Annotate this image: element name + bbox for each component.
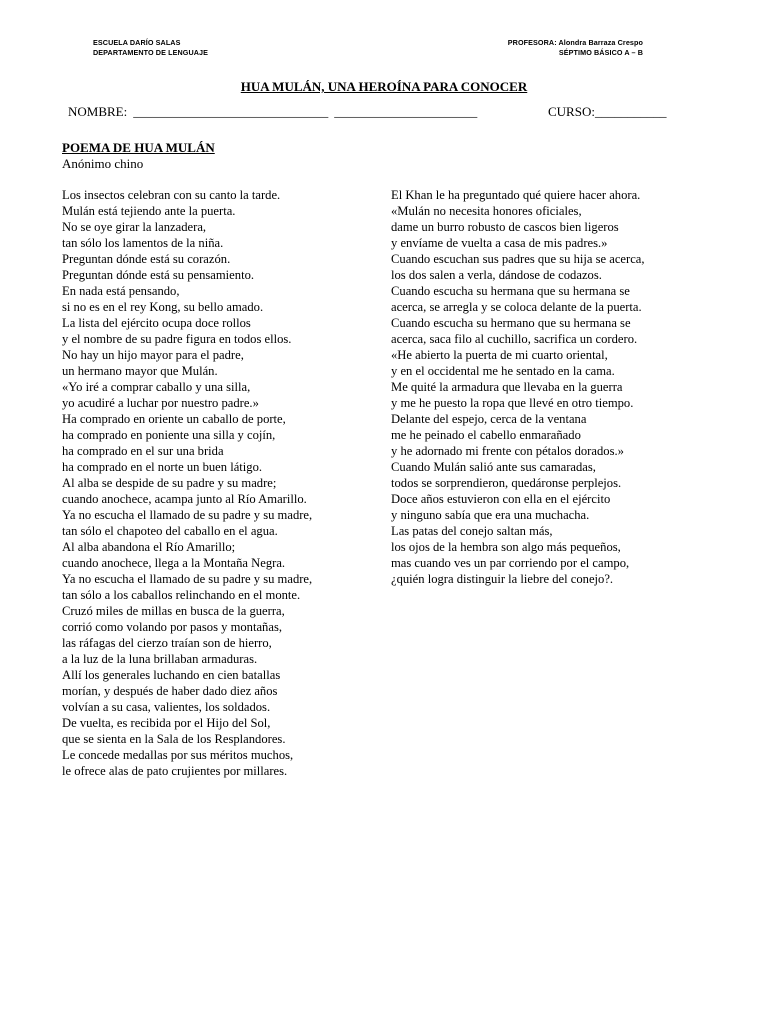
poem-line: los ojos de la hembra son algo más pequeños, — [391, 540, 621, 554]
poem-line: mas cuando ves un par corriendo por el campo, — [391, 556, 630, 570]
teacher-name: PROFESORA: Alondra Barraza Crespo — [507, 38, 643, 47]
poem-line: Allí los generales luchando en cien batallas — [62, 668, 281, 682]
poem-line: y envíame de vuelta a casa de mis padres.» — [391, 236, 608, 250]
poem-line: a la luz de la luna brillaban armaduras. — [62, 652, 258, 666]
course-blank: ___________ — [594, 104, 667, 119]
poem-line: «He abierto la puerta de mi cuarto oriental, — [391, 348, 608, 362]
poem-line: No hay un hijo mayor para el padre, — [62, 348, 244, 362]
poem-line: «Mulán no necesita honores oficiales, — [391, 204, 582, 218]
poem-line: Las patas del conejo saltan más, — [391, 524, 553, 538]
poem-line: Preguntan dónde está su corazón. — [62, 252, 231, 266]
document-title: HUA MULÁN, UNA HEROÍNA PARA CONOCER — [240, 79, 528, 94]
poem-line: corrió como volando por pasos y montañas, — [62, 620, 282, 634]
poem-line: Al alba se despide de su padre y su madre; — [62, 476, 277, 490]
poem-line: las ráfagas del cierzo traían son de hierro, — [62, 636, 272, 650]
poem-line: Cruzó miles de millas en busca de la guerra, — [62, 604, 285, 618]
poem-line: Los insectos celebran con su canto la tarde. — [62, 188, 281, 202]
poem-line: cuando anochece, acampa junto al Río Amarillo. — [62, 492, 307, 506]
poem-line: cuando anochece, llega a la Montaña Negra. — [62, 556, 286, 570]
poem-line: Ya no escucha el llamado de su padre y su madre, — [62, 572, 313, 586]
poem-line: tan sólo los lamentos de la niña. — [62, 236, 224, 250]
grade-label: SÉPTIMO BÁSICO A – B — [558, 48, 643, 57]
poem-line: y me he puesto la ropa que llevé en otro tiempo. — [391, 396, 634, 410]
poem-line: Cuando escuchan sus padres que su hija se acerca, — [391, 252, 645, 266]
poem-line: Cuando Mulán salió ante sus camaradas, — [391, 460, 596, 474]
header-right — [508, 38, 643, 58]
poem-line: tan sólo a los caballos relinchando en el monte. — [62, 588, 301, 602]
poem-line: morían, y después de haber dado diez años — [62, 684, 278, 698]
header-left — [93, 38, 208, 58]
poem-line: me he peinado el cabello enmarañado — [391, 428, 581, 442]
poem-line: ha comprado en poniente una silla y cojín, — [62, 428, 276, 442]
poem-line: tan sólo el chapoteo del caballo en el agua. — [62, 524, 278, 538]
course-label: CURSO: — [548, 104, 595, 119]
poem-line: y ninguno sabía que era una muchacha. — [391, 508, 590, 522]
poem-column-left — [62, 187, 312, 779]
poem-line: Me quité la armadura que llevaba en la guerra — [391, 380, 623, 394]
poem-line: En nada está pensando, — [62, 284, 180, 298]
poem-line: Ya no escucha el llamado de su padre y su madre, — [62, 508, 313, 522]
poem-line: ha comprado en el norte un buen látigo. — [62, 460, 263, 474]
poem-line: Mulán está tejiendo ante la puerta. — [62, 204, 236, 218]
poem-line: todos se sorprendieron, quedáronse perplejos. — [391, 476, 622, 490]
school-name: ESCUELA DARÍO SALAS — [93, 38, 181, 47]
poem-line: «Yo iré a comprar caballo y una silla, — [62, 380, 251, 394]
poem-line: Le concede medallas por sus méritos muchos, — [62, 748, 294, 762]
poem-line: Al alba abandona el Río Amarillo; — [62, 540, 236, 554]
name-blank-1: ______________________________ — [133, 104, 329, 119]
poem-line: y en el occidental me he sentado en la cama. — [391, 364, 615, 378]
department-name: DEPARTAMENTO DE LENGUAJE — [93, 48, 209, 57]
name-label: NOMBRE: — [68, 104, 128, 119]
poem-line: De vuelta, es recibida por el Hijo del Sol, — [62, 716, 271, 730]
poem-line: y el nombre de su padre figura en todos ellos. — [62, 332, 292, 346]
poem-line: que se sienta en la Sala de los Resplandores. — [62, 732, 286, 746]
poem-line: acerca, saca filo al cuchillo, sacrifica un cordero. — [391, 332, 638, 346]
poem-title: POEMA DE HUA MULÁN — [62, 140, 215, 155]
name-field — [68, 104, 477, 120]
poem-line: Preguntan dónde está su pensamiento. — [62, 268, 255, 282]
poem-column-right — [391, 187, 645, 587]
poem-line: La lista del ejército ocupa doce rollos — [62, 316, 251, 330]
poem-line: Delante del espejo, cerca de la ventana — [391, 412, 587, 426]
poem-line: si no es en el rey Kong, su bello amado. — [62, 300, 264, 314]
poem-line: Cuando escucha su hermana que su hermana se — [391, 284, 630, 298]
poem-line: acerca, se arregla y se coloca delante de la puerta. — [391, 300, 642, 314]
poem-line: ¿quién logra distinguir la liebre del conejo?. — [391, 572, 614, 586]
poem-line: Cuando escucha su hermano que su hermana se — [391, 316, 631, 330]
poem-line: dame un burro robusto de cascos bien ligeros — [391, 220, 619, 234]
poem-author: Anónimo chino — [62, 156, 144, 171]
poem-line: un hermano mayor que Mulán. — [62, 364, 218, 378]
poem-line: Doce años estuvieron con ella en el ejército — [391, 492, 611, 506]
poem-line: le ofrece alas de pato crujientes por millares. — [62, 764, 288, 778]
poem-line: No se oye girar la lanzadera, — [62, 220, 207, 234]
poem-line: El Khan le ha preguntado qué quiere hacer ahora. — [391, 188, 641, 202]
poem-line: ha comprado en el sur una brida — [62, 444, 224, 458]
poem-line: volvían a su casa, valientes, los soldados. — [62, 700, 271, 714]
poem-line: y he adornado mi frente con pétalos dorados.» — [391, 444, 624, 458]
poem-line: Ha comprado en oriente un caballo de porte, — [62, 412, 286, 426]
name-blank-2: ______________________ — [334, 104, 478, 119]
course-field — [548, 104, 666, 120]
poem-line: yo acudiré a luchar por nuestro padre.» — [62, 396, 259, 410]
poem-line: los dos salen a verla, dándose de codazos. — [391, 268, 602, 282]
